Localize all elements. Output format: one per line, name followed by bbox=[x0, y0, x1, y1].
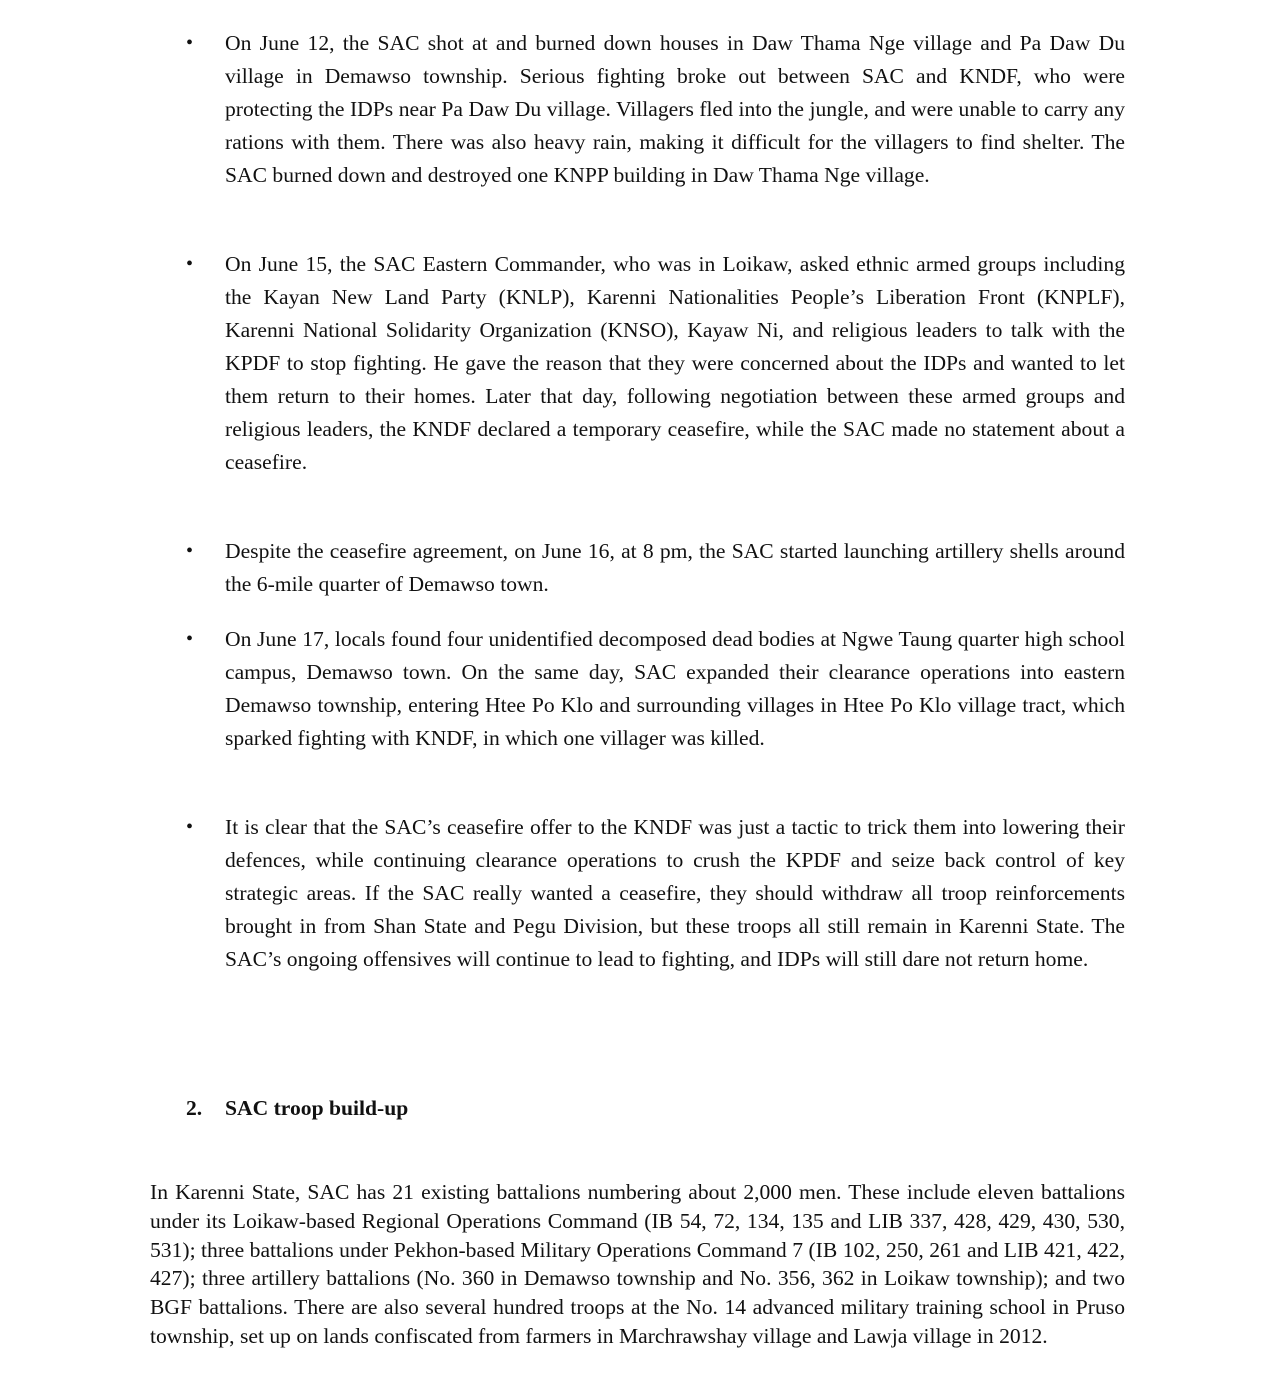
bullet-marker: • bbox=[186, 628, 194, 650]
bullet-marker: • bbox=[186, 540, 194, 562]
bullet-marker: • bbox=[186, 253, 194, 275]
section-number: 2. bbox=[186, 1096, 203, 1120]
section-heading bbox=[186, 1092, 408, 1125]
section-title: SAC troop build-up bbox=[225, 1096, 409, 1120]
body-paragraph: In Karenni State, SAC has 21 existing battalions numbering about 2,000 men. These include eleven battalions under its Loikaw-based Regional Operations Command (IB 54, 72, 134, 135 and LIB 337, 428, 429, 430, 530, 531); three battalions under Pekhon-based Military Operations Command 7 (IB 102, 250, 261 and LIB 421, 422, 427); three artillery battalions (No. 360 in Demawso township and No. 356, 362 in Loikaw township); and two BGF battalions. There are also several hundred troops at the No. 14 advanced military training school in Pruso township, set up on lands confiscated from farmers in Marchrawshay village and Lawja village in 2012. bbox=[150, 1180, 1125, 1348]
bullet-text: On June 15, the SAC Eastern Commander, who was in Loikaw, asked ethnic armed groups including the Kayan New Land Party (KNLP), Karenni Nationalities People’s Liberation Front (KNPLF), Karenni National Solidarity Organization (KNSO), Kayaw Ni, and religious leaders to talk with the KPDF to stop fighting. He gave the reason that they were concerned about the IDPs and wanted to let them return to their homes. Later that day, following negotiation between these armed groups and religious leaders, the KNDF declared a temporary ceasefire, while the SAC made no statement about a ceasefire. bbox=[225, 252, 1125, 474]
bullet-marker: • bbox=[186, 816, 194, 838]
bullet-text: On June 12, the SAC shot at and burned down houses in Daw Thama Nge village and Pa Daw Du village in Demawso township. Serious fighting broke out between SAC and KNDF, who were protecting the IDPs near Pa Daw Du village. Villagers fled into the jungle, and were unable to carry any rations with them. There was also heavy rain, making it difficult for the villagers to find shelter. The SAC burned down and destroyed one KNPP building in Daw Thama Nge village. bbox=[225, 31, 1125, 187]
bullet-text: On June 17, locals found four unidentified decomposed dead bodies at Ngwe Taung quarter high school campus, Demawso town. On the same day, SAC expanded their clearance operations into eastern Demawso township, entering Htee Po Klo and surrounding villages in Htee Po Klo village tract, which sparked fighting with KNDF, in which one villager was killed. bbox=[225, 627, 1125, 750]
bullet-text: It is clear that the SAC’s ceasefire offer to the KNDF was just a tactic to trick them into lowering their defences, while continuing clearance operations to crush the KPDF and seize back control of key strategic areas. If the SAC really wanted a ceasefire, they should withdraw all troop reinforcements brought in from Shan State and Pegu Division, but these troops all still remain in Karenni State. The SAC’s ongoing offensives will continue to lead to fighting, and IDPs will still dare not return home. bbox=[225, 815, 1125, 971]
bullet-text: Despite the ceasefire agreement, on June 16, at 8 pm, the SAC started launching artillery shells around the 6-mile quarter of Demawso town. bbox=[225, 539, 1125, 596]
bullet-marker: • bbox=[186, 32, 194, 54]
